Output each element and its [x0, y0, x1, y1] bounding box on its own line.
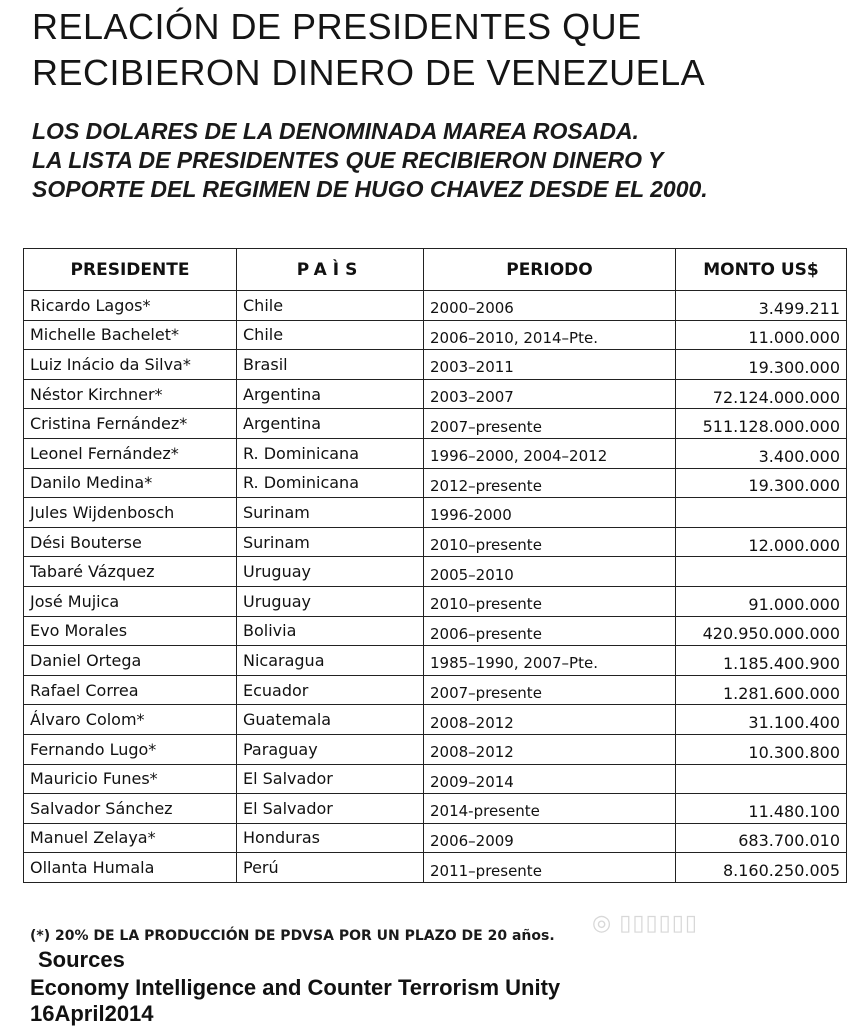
cell-monto: [676, 557, 847, 587]
table-row: [24, 794, 847, 824]
table-row: [24, 409, 847, 439]
cell-monto: 19.300.000: [676, 350, 847, 380]
cell-presidente: Michelle Bachelet*: [24, 320, 237, 350]
cell-pais: Nicaragua: [237, 646, 424, 676]
cell-periodo: 2003–2007: [424, 379, 676, 409]
cell-monto: 3.499.211: [676, 291, 847, 321]
cell-monto: 91.000.000: [676, 586, 847, 616]
cell-periodo: 2006–presente: [424, 616, 676, 646]
cell-pais: El Salvador: [237, 794, 424, 824]
cell-presidente: Luiz Inácio da Silva*: [24, 350, 237, 380]
cell-monto: 31.100.400: [676, 705, 847, 735]
table-row: [24, 350, 847, 380]
table-row: [24, 646, 847, 676]
cell-periodo: 2008–2012: [424, 705, 676, 735]
cell-monto: [676, 498, 847, 528]
cell-presidente: Ollanta Humala: [24, 853, 237, 883]
table-body: [24, 291, 847, 883]
page-title: [32, 4, 705, 96]
cell-periodo: 2006–2009: [424, 823, 676, 853]
cell-periodo: 2006–2010, 2014–Pte.: [424, 320, 676, 350]
cell-monto: 1.185.400.900: [676, 646, 847, 676]
cell-periodo: 2007–presente: [424, 675, 676, 705]
table-row: [24, 764, 847, 794]
cell-pais: Perú: [237, 853, 424, 883]
table-row: [24, 468, 847, 498]
cell-pais: Uruguay: [237, 557, 424, 587]
table-row: [24, 616, 847, 646]
cell-pais: El Salvador: [237, 764, 424, 794]
cell-periodo: 2010–presente: [424, 527, 676, 557]
cell-presidente: Álvaro Colom*: [24, 705, 237, 735]
cell-monto: 1.281.600.000: [676, 675, 847, 705]
cell-presidente: Evo Morales: [24, 616, 237, 646]
cell-periodo: 1996–2000, 2004–2012: [424, 438, 676, 468]
table-row: [24, 320, 847, 350]
cell-monto: [676, 764, 847, 794]
cell-monto: 12.000.000: [676, 527, 847, 557]
cell-presidente: Ricardo Lagos*: [24, 291, 237, 321]
cell-monto: 8.160.250.005: [676, 853, 847, 883]
cell-periodo: 2003–2011: [424, 350, 676, 380]
table-row: [24, 586, 847, 616]
table-row: [24, 438, 847, 468]
cell-monto: 11.000.000: [676, 320, 847, 350]
cell-monto: 683.700.010: [676, 823, 847, 853]
page-subtitle: [32, 117, 708, 204]
cell-pais: Guatemala: [237, 705, 424, 735]
cell-presidente: Rafael Correa: [24, 675, 237, 705]
footnote: (*) 20% DE LA PRODUCCIÓN DE PDVSA POR UN PLAZO DE 20 años.: [30, 928, 555, 944]
cell-pais: Chile: [237, 320, 424, 350]
cell-monto: 19.300.000: [676, 468, 847, 498]
cell-periodo: 2000–2006: [424, 291, 676, 321]
title-line-1: RELACIÓN DE PRESIDENTES QUE: [32, 6, 642, 47]
cell-pais: R. Dominicana: [237, 468, 424, 498]
table-row: [24, 557, 847, 587]
header-pais: PAÌS: [237, 249, 424, 291]
table-row: [24, 705, 847, 735]
table-row: [24, 853, 847, 883]
cell-pais: Surinam: [237, 527, 424, 557]
cell-presidente: Jules Wijdenbosch: [24, 498, 237, 528]
cell-periodo: 2007–presente: [424, 409, 676, 439]
cell-monto: 420.950.000.000: [676, 616, 847, 646]
cell-monto: 10.300.800: [676, 734, 847, 764]
cell-periodo: 2010–presente: [424, 586, 676, 616]
sources-organization: Economy Intelligence and Counter Terrorism Unity: [30, 975, 561, 1000]
title-line-2: RECIBIERON DINERO DE VENEZUELA: [32, 52, 706, 93]
cell-presidente: Danilo Medina*: [24, 468, 237, 498]
table-row: [24, 498, 847, 528]
cell-pais: Argentina: [237, 409, 424, 439]
table-row: [24, 527, 847, 557]
presidents-table: [23, 248, 847, 883]
table-row: [24, 291, 847, 321]
cell-periodo: 2014-presente: [424, 794, 676, 824]
header-presidente: PRESIDENTE: [24, 249, 237, 291]
cell-pais: Chile: [237, 291, 424, 321]
cell-presidente: Leonel Fernández*: [24, 438, 237, 468]
cell-presidente: Manuel Zelaya*: [24, 823, 237, 853]
cell-monto: 3.400.000: [676, 438, 847, 468]
cell-presidente: Tabaré Vázquez: [24, 557, 237, 587]
cell-monto: 72.124.000.000: [676, 379, 847, 409]
cell-pais: Paraguay: [237, 734, 424, 764]
cell-pais: Honduras: [237, 823, 424, 853]
cell-presidente: Salvador Sánchez: [24, 794, 237, 824]
table-row: [24, 734, 847, 764]
cell-periodo: 2012–presente: [424, 468, 676, 498]
header-monto: MONTO US$: [676, 249, 847, 291]
cell-presidente: Dési Bouterse: [24, 527, 237, 557]
cell-periodo: 1996-2000: [424, 498, 676, 528]
table-header-row: [24, 249, 847, 291]
cell-periodo: 2008–2012: [424, 734, 676, 764]
cell-pais: Ecuador: [237, 675, 424, 705]
cell-monto: 511.128.000.000: [676, 409, 847, 439]
cell-pais: Argentina: [237, 379, 424, 409]
subtitle-line-2: LA LISTA DE PRESIDENTES QUE RECIBIERON DINERO Y: [32, 147, 664, 173]
sources-date: 16April2014: [30, 1001, 154, 1026]
cell-periodo: 2011–presente: [424, 853, 676, 883]
cell-pais: Uruguay: [237, 586, 424, 616]
table-row: [24, 379, 847, 409]
watermark-logo: ◎ ▯▯▯▯▯▯: [592, 910, 698, 935]
cell-periodo: 2005–2010: [424, 557, 676, 587]
cell-periodo: 2009–2014: [424, 764, 676, 794]
cell-pais: Surinam: [237, 498, 424, 528]
sources-label: Sources: [38, 947, 125, 972]
cell-presidente: Daniel Ortega: [24, 646, 237, 676]
cell-pais: Brasil: [237, 350, 424, 380]
cell-presidente: Néstor Kirchner*: [24, 379, 237, 409]
cell-presidente: José Mujica: [24, 586, 237, 616]
subtitle-line-3: SOPORTE DEL REGIMEN DE HUGO CHAVEZ DESDE EL 2000.: [32, 176, 708, 202]
cell-pais: R. Dominicana: [237, 438, 424, 468]
header-periodo: PERIODO: [424, 249, 676, 291]
table-row: [24, 675, 847, 705]
cell-pais: Bolivia: [237, 616, 424, 646]
cell-periodo: 1985–1990, 2007–Pte.: [424, 646, 676, 676]
cell-presidente: Mauricio Funes*: [24, 764, 237, 794]
table-row: [24, 823, 847, 853]
subtitle-line-1: LOS DOLARES DE LA DENOMINADA MAREA ROSADA.: [32, 118, 639, 144]
cell-presidente: Fernando Lugo*: [24, 734, 237, 764]
cell-presidente: Cristina Fernández*: [24, 409, 237, 439]
cell-monto: 11.480.100: [676, 794, 847, 824]
